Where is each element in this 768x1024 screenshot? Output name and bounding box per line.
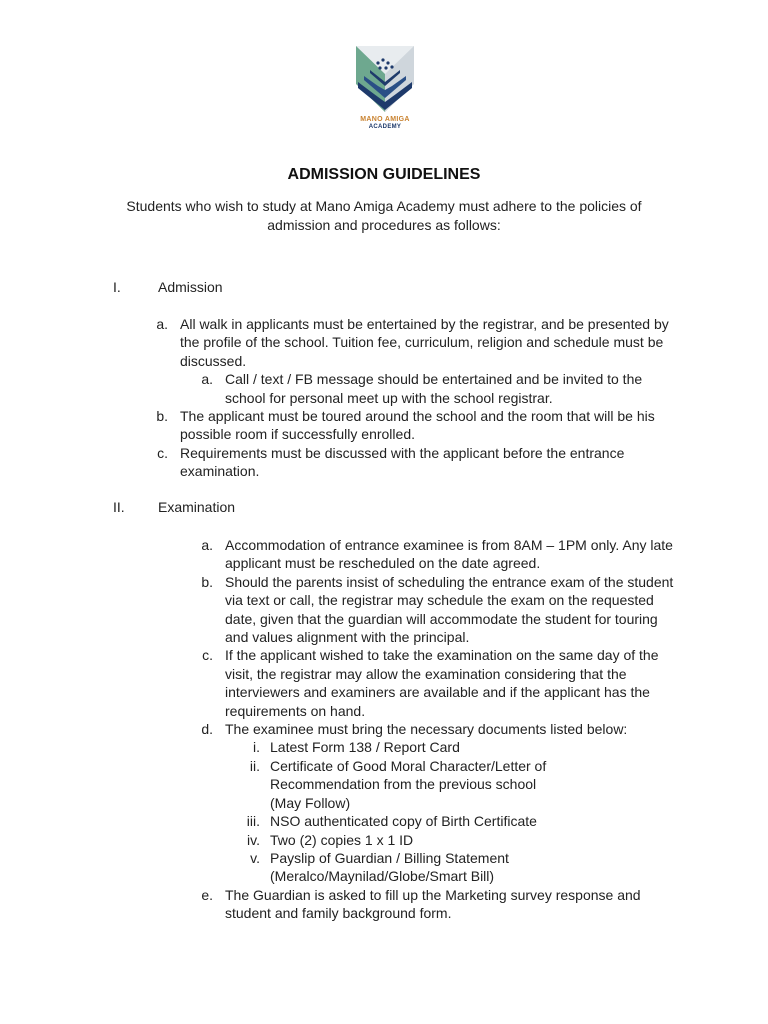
- document-text: Certificate of Good Moral Character/Letter of Recommendation from the previous school (May Follow): [270, 757, 547, 811]
- document-item: [247, 831, 570, 849]
- list-marker: iv.: [247, 831, 260, 848]
- list-item-text: All walk in applicants must be entertained by the registrar, and be presented by the profile of the school. Tuition fee, curriculum, religion and schedule must be discussed.: [180, 316, 669, 369]
- list-marker: e.: [201, 886, 213, 903]
- list-marker: ii.: [249, 757, 260, 774]
- list-item-text: Accommodation of entrance examinee is from 8AM – 1PM only. Any late applicant must be rescheduled on the date agreed.: [225, 537, 673, 572]
- school-logo: [350, 46, 420, 131]
- list-item-text: Should the parents insist of scheduling the entrance exam of the student via text or call, the registrar may schedule the exam on the requested date, given that the guardian will accommodate the student for touring and values alignment with the principal.: [225, 573, 674, 646]
- section-number: I.: [113, 279, 121, 295]
- list-item: [157, 444, 680, 481]
- list-item: [201, 720, 683, 886]
- list-item-text: Requirements must be discussed with the applicant before the entrance examination.: [180, 444, 625, 480]
- document-item: [253, 738, 570, 756]
- list-item-text: The Guardian is asked to fill up the Marketing survey response and student and family background form.: [225, 886, 641, 922]
- page-title: ADMISSION GUIDELINES: [287, 166, 481, 183]
- section-number: II.: [113, 499, 125, 515]
- list-item: [201, 370, 680, 407]
- list-marker: b.: [156, 408, 168, 425]
- list-item-text: The examinee must bring the necessary documents listed below:: [225, 721, 628, 738]
- document-text: Latest Form 138 / Report Card: [270, 739, 460, 756]
- document-item: [249, 757, 570, 812]
- logo-name: MANO AMIGA: [360, 116, 410, 123]
- document-item: [246, 812, 570, 830]
- list-item: [201, 536, 683, 573]
- list-item: [201, 886, 683, 923]
- list-marker: iii.: [246, 813, 260, 830]
- intro-paragraph: Students who wish to study at Mano Amiga Academy must adhere to the policies of admission and procedures as follows:: [126, 198, 642, 233]
- examination-list: [201, 536, 683, 923]
- list-marker: a.: [156, 316, 168, 332]
- logo-subname: ACADEMY: [368, 124, 402, 130]
- list-marker: i.: [253, 739, 260, 756]
- list-item: [202, 646, 683, 720]
- section-label: Admission: [158, 279, 223, 295]
- list-item-text: If the applicant wished to take the examination on the same day of the visit, the registrar may allow the examination considering that the interviewers and examiners are available and if the applicant has the requirements on hand.: [225, 647, 659, 719]
- list-item: [201, 573, 683, 647]
- list-marker: v.: [250, 849, 260, 866]
- list-marker: a.: [201, 371, 213, 388]
- list-item: [156, 407, 680, 444]
- list-marker: d.: [201, 721, 213, 738]
- document-text: NSO authenticated copy of Birth Certificate: [270, 813, 537, 830]
- required-documents-list: [246, 738, 570, 885]
- list-item-text: Call / text / FB message should be entertained and be invited to the school for personal meet up with the school registrar.: [225, 371, 643, 406]
- list-item-text: The applicant must be toured around the school and the room that will be his possible room if successfully enrolled.: [180, 408, 655, 443]
- document-text: Payslip of Guardian / Billing Statement (Meralco/Maynilad/Globe/Smart Bill): [270, 849, 509, 885]
- mano-amiga-crest-icon: [354, 46, 416, 114]
- admission-list: [156, 315, 680, 481]
- section-label: Examination: [158, 499, 236, 515]
- list-item: [156, 315, 680, 370]
- list-marker: c.: [202, 647, 213, 664]
- document-text: Two (2) copies 1 x 1 ID: [270, 831, 414, 848]
- list-marker: a.: [201, 537, 213, 553]
- list-marker: c.: [157, 444, 168, 461]
- list-marker: b.: [201, 573, 213, 590]
- document-item: [250, 849, 570, 886]
